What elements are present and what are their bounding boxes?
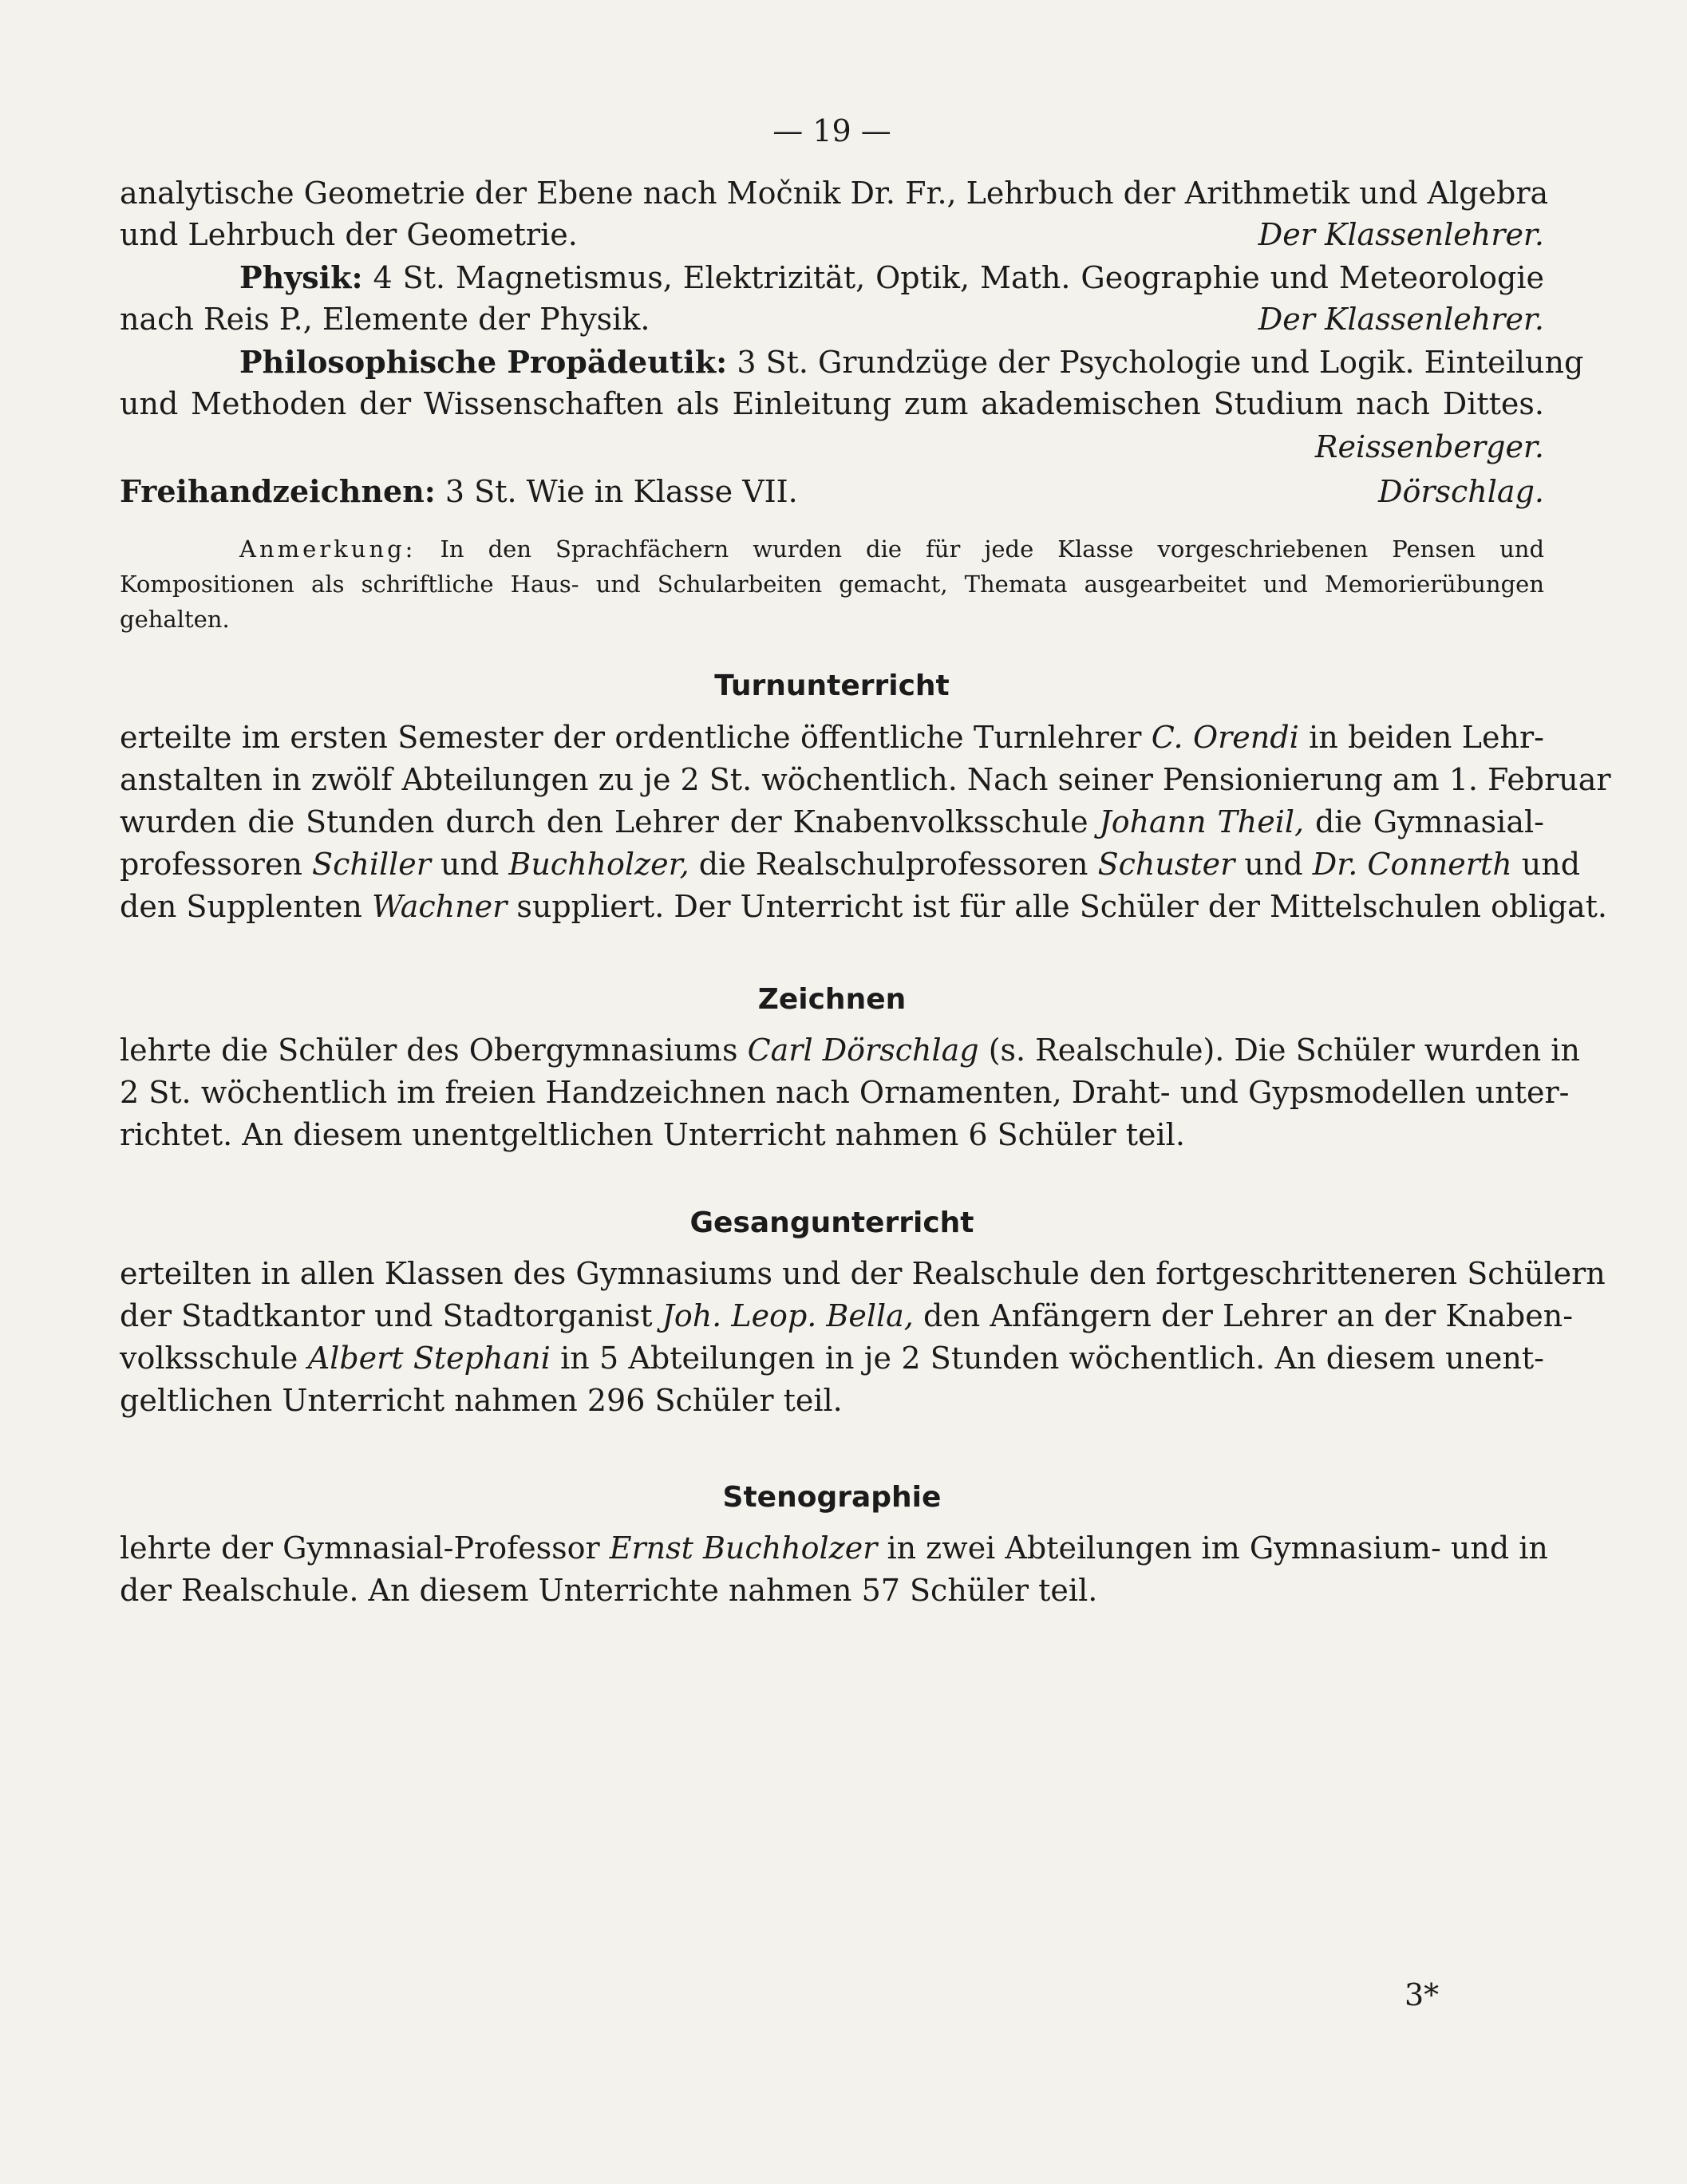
zeichnen-text: lehrte die Schüler des Obergymnasiums xyxy=(120,1033,738,1068)
turn-text: und xyxy=(441,847,500,882)
gesang-text: der Stadtkantor und Stadtorganist xyxy=(120,1298,653,1333)
teacher-name: Wachner xyxy=(371,889,508,924)
zeichnen-line-1 xyxy=(120,1029,1580,1071)
turn-line-2: anstalten in zwölf Abteilungen zu je 2 St. wöchentlich. Nach seiner Pensionierung am 1. Februar xyxy=(120,762,1611,797)
zeichnen-heading: Zeichnen xyxy=(757,983,907,1016)
mathematik-text: und Lehrbuch der Geometrie. xyxy=(120,217,578,252)
steno-line-2: der Realschule. An diesem Unterrichte nahmen 57 Schüler teil. xyxy=(120,1573,1098,1608)
gesang-heading: Gesangunterricht xyxy=(689,1207,974,1239)
gesang-line-4: geltlichen Unterricht nahmen 296 Schüler teil. xyxy=(120,1383,843,1418)
mathematik-line-2 xyxy=(120,214,1544,255)
freihand-text: 3 St. Wie in Klasse VII. xyxy=(444,474,798,509)
philosophie-line-2: und Methoden der Wissenschaften als Einleitung zum akademischen Studium nach Dittes. xyxy=(120,386,1544,421)
teacher-name: Dr. Connerth xyxy=(1312,847,1512,882)
anmerkung-line-1 xyxy=(239,531,1544,567)
physik-label: Physik: xyxy=(239,259,363,295)
zeichnen-line-3: richtet. An diesem unentgeltlichen Unterricht nahmen 6 Schüler teil. xyxy=(120,1117,1185,1152)
turn-text: und xyxy=(1521,847,1581,882)
turn-line-4 xyxy=(120,843,1581,885)
physik-teacher: Der Klassenlehrer. xyxy=(1258,302,1544,337)
philosophie-label: Philosophische Propädeutik: xyxy=(239,344,728,380)
turn-text: in beiden Lehr- xyxy=(1309,720,1544,755)
anmerkung-label: Anmerkung: xyxy=(239,535,417,563)
physik-line-1 xyxy=(239,257,1544,298)
turn-text: die Gymnasial- xyxy=(1314,804,1544,839)
gesang-text: in 5 Abteilungen in je 2 Stunden wöchentlich. An diesem unent- xyxy=(560,1341,1545,1376)
turn-text: den Supplenten xyxy=(120,889,362,924)
philosophie-line-1 xyxy=(239,342,1584,383)
teacher-name: Buchholzer, xyxy=(508,847,689,882)
anmerkung-text: In den Sprachfächern wurden die für jede Klasse vorgeschriebenen Pensen und xyxy=(440,535,1545,563)
physik-line-2 xyxy=(120,298,1544,340)
mathematik-teacher: Der Klassenlehrer. xyxy=(1258,217,1544,252)
steno-text: lehrte der Gymnasial-Professor xyxy=(120,1530,600,1566)
turn-text: und xyxy=(1244,847,1303,882)
turn-text: professoren xyxy=(120,847,302,882)
zeichnen-line-2: 2 St. wöchentlich im freien Handzeichnen nach Ornamenten, Draht- und Gypsmodellen unter- xyxy=(120,1075,1570,1110)
turnunterricht-heading: Turnunterricht xyxy=(714,669,950,702)
teacher-name: Schiller xyxy=(312,847,431,882)
turn-text: erteilte im ersten Semester der ordentliche öffentliche Turnlehrer xyxy=(120,720,1142,755)
turn-line-3 xyxy=(120,801,1544,843)
turn-line-5 xyxy=(120,886,1607,927)
teacher-name: Carl Dörschlag xyxy=(747,1033,979,1068)
turn-line-1 xyxy=(120,717,1544,758)
mathematik-line-1: analytische Geometrie der Ebene nach Močnik Dr. Fr., Lehrbuch der Arithmetik und Algebra xyxy=(120,176,1549,211)
turn-text: suppliert. Der Unterricht ist für alle Schüler der Mittelschulen obligat. xyxy=(516,889,1607,924)
signature-mark: 3* xyxy=(1405,1977,1440,2012)
teacher-name: Albert Stephani xyxy=(307,1341,551,1376)
teacher-name: Johann Theil, xyxy=(1099,804,1305,839)
gesang-line-1: erteilten in allen Klassen des Gymnasiums und der Realschule den fortgeschritteneren Schülern xyxy=(120,1256,1606,1291)
anmerkung-line-2: Kompositionen als schriftliche Haus- und Schularbeiten gemacht, Themata ausgearbeitet und Memorierübungen xyxy=(120,571,1544,598)
teacher-name: Ernst Buchholzer xyxy=(609,1530,878,1566)
steno-text: in zwei Abteilungen im Gymnasium- und in xyxy=(887,1530,1548,1566)
gesang-text: volksschule xyxy=(120,1341,298,1376)
teacher-name: C. Orendi xyxy=(1151,720,1299,755)
physik-text: 4 St. Magnetismus, Elektrizität, Optik, Math. Geographie und Meteorologie xyxy=(373,260,1544,295)
turn-text: wurden die Stunden durch den Lehrer der Knabenvolksschule xyxy=(120,804,1088,839)
freihand-label: Freihandzeichnen: xyxy=(120,473,436,509)
page-number: — 19 — xyxy=(772,113,891,148)
anmerkung-line-3: gehalten. xyxy=(120,606,230,633)
gesang-line-2 xyxy=(120,1295,1574,1337)
turn-text: die Realschulprofessoren xyxy=(698,847,1088,882)
philosophie-teacher: Reissenberger. xyxy=(1314,429,1544,464)
teacher-name: Schuster xyxy=(1097,847,1235,882)
zeichnen-text: (s. Realschule). Die Schüler wurden in xyxy=(988,1033,1580,1068)
teacher-name: Joh. Leop. Bella, xyxy=(662,1298,914,1333)
steno-line-1 xyxy=(120,1527,1548,1569)
gesang-text: den Anfängern der Lehrer an der Knaben- xyxy=(923,1298,1574,1333)
freihand-line xyxy=(120,471,1544,512)
stenographie-heading: Stenographie xyxy=(722,1481,942,1514)
physik-text-2: nach Reis P., Elemente der Physik. xyxy=(120,302,650,337)
gesang-line-3 xyxy=(120,1337,1544,1379)
freihand-teacher: Dörschlag. xyxy=(1378,474,1544,509)
philosophie-text: 3 St. Grundzüge der Psychologie und Logik. Einteilung xyxy=(737,345,1584,380)
